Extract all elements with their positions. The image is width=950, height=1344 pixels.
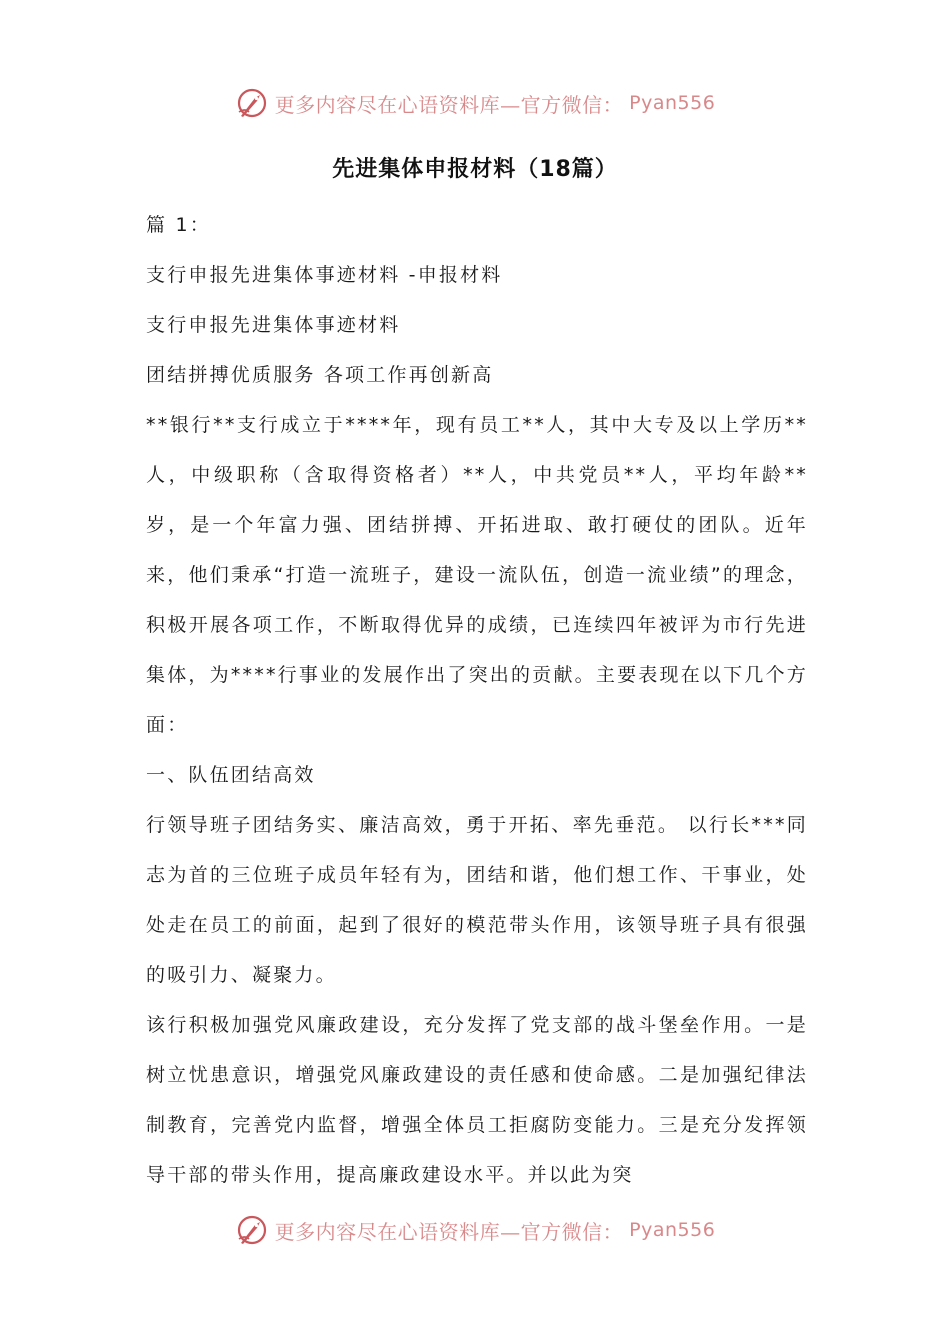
watermark-wechat-id: Pyan556	[629, 1219, 716, 1241]
watermark-wechat-id: Pyan556	[629, 92, 716, 114]
paragraph-integrity: 该行积极加强党风廉政建设，充分发挥了党支部的战斗堡垒作用。一是树立忧患意识，增强党风廉政建设的责任感和使命感。二是加强纪律法制教育，完善党内监督，增强全体员工拒腐防变能力。三是充分发挥领导干部的带头作用，提高廉政建设水平。并以此为突	[146, 1014, 808, 1186]
paragraph-section-label: 篇 1：	[146, 214, 211, 236]
footer-watermark	[0, 1213, 950, 1247]
pen-nib-logo-icon	[235, 86, 269, 120]
paragraph-subtitle: 支行申报先进集体事迹材料 -申报材料	[146, 264, 503, 286]
watermark-text: 更多内容尽在心语资料库—官方微信：	[274, 92, 624, 117]
document-title: 先进集体申报材料（18篇）	[332, 157, 618, 182]
paragraph-heading: 支行申报先进集体事迹材料	[146, 314, 401, 336]
header-watermark	[0, 86, 950, 120]
paragraph-section-heading: 一、队伍团结高效	[146, 764, 316, 786]
document-body	[146, 200, 808, 1200]
pen-nib-logo-icon	[235, 1213, 269, 1247]
paragraph-intro: **银行**支行成立于****年，现有员工**人，其中大专及以上学历**人，中级职称（含取得资格者）**人，中共党员**人，平均年龄**岁，是一个年富力强、团结拼搏、开拓进取、敢打硬仗的团队。近年来，他们秉承“打造一流班子，建设一流队伍，创造一流业绩”的理念，积极开展各项工作，不断取得优异的成绩，已连续四年被评为市行先进集体，为****行事业的发展作出了突出的贡献。主要表现在以下几个方面：	[146, 414, 808, 736]
paragraph-leadership: 行领导班子团结务实、廉洁高效，勇于开拓、率先垂范。 以行长***同志为首的三位班子成员年轻有为，团结和谐，他们想工作、干事业，处处走在员工的前面，起到了很好的模范带头作用，该领导班子具有很强的吸引力、凝聚力。	[146, 814, 808, 986]
watermark-text: 更多内容尽在心语资料库—官方微信：	[274, 1219, 624, 1244]
paragraph-slogan: 团结拼搏优质服务 各项工作再创新高	[146, 364, 494, 386]
